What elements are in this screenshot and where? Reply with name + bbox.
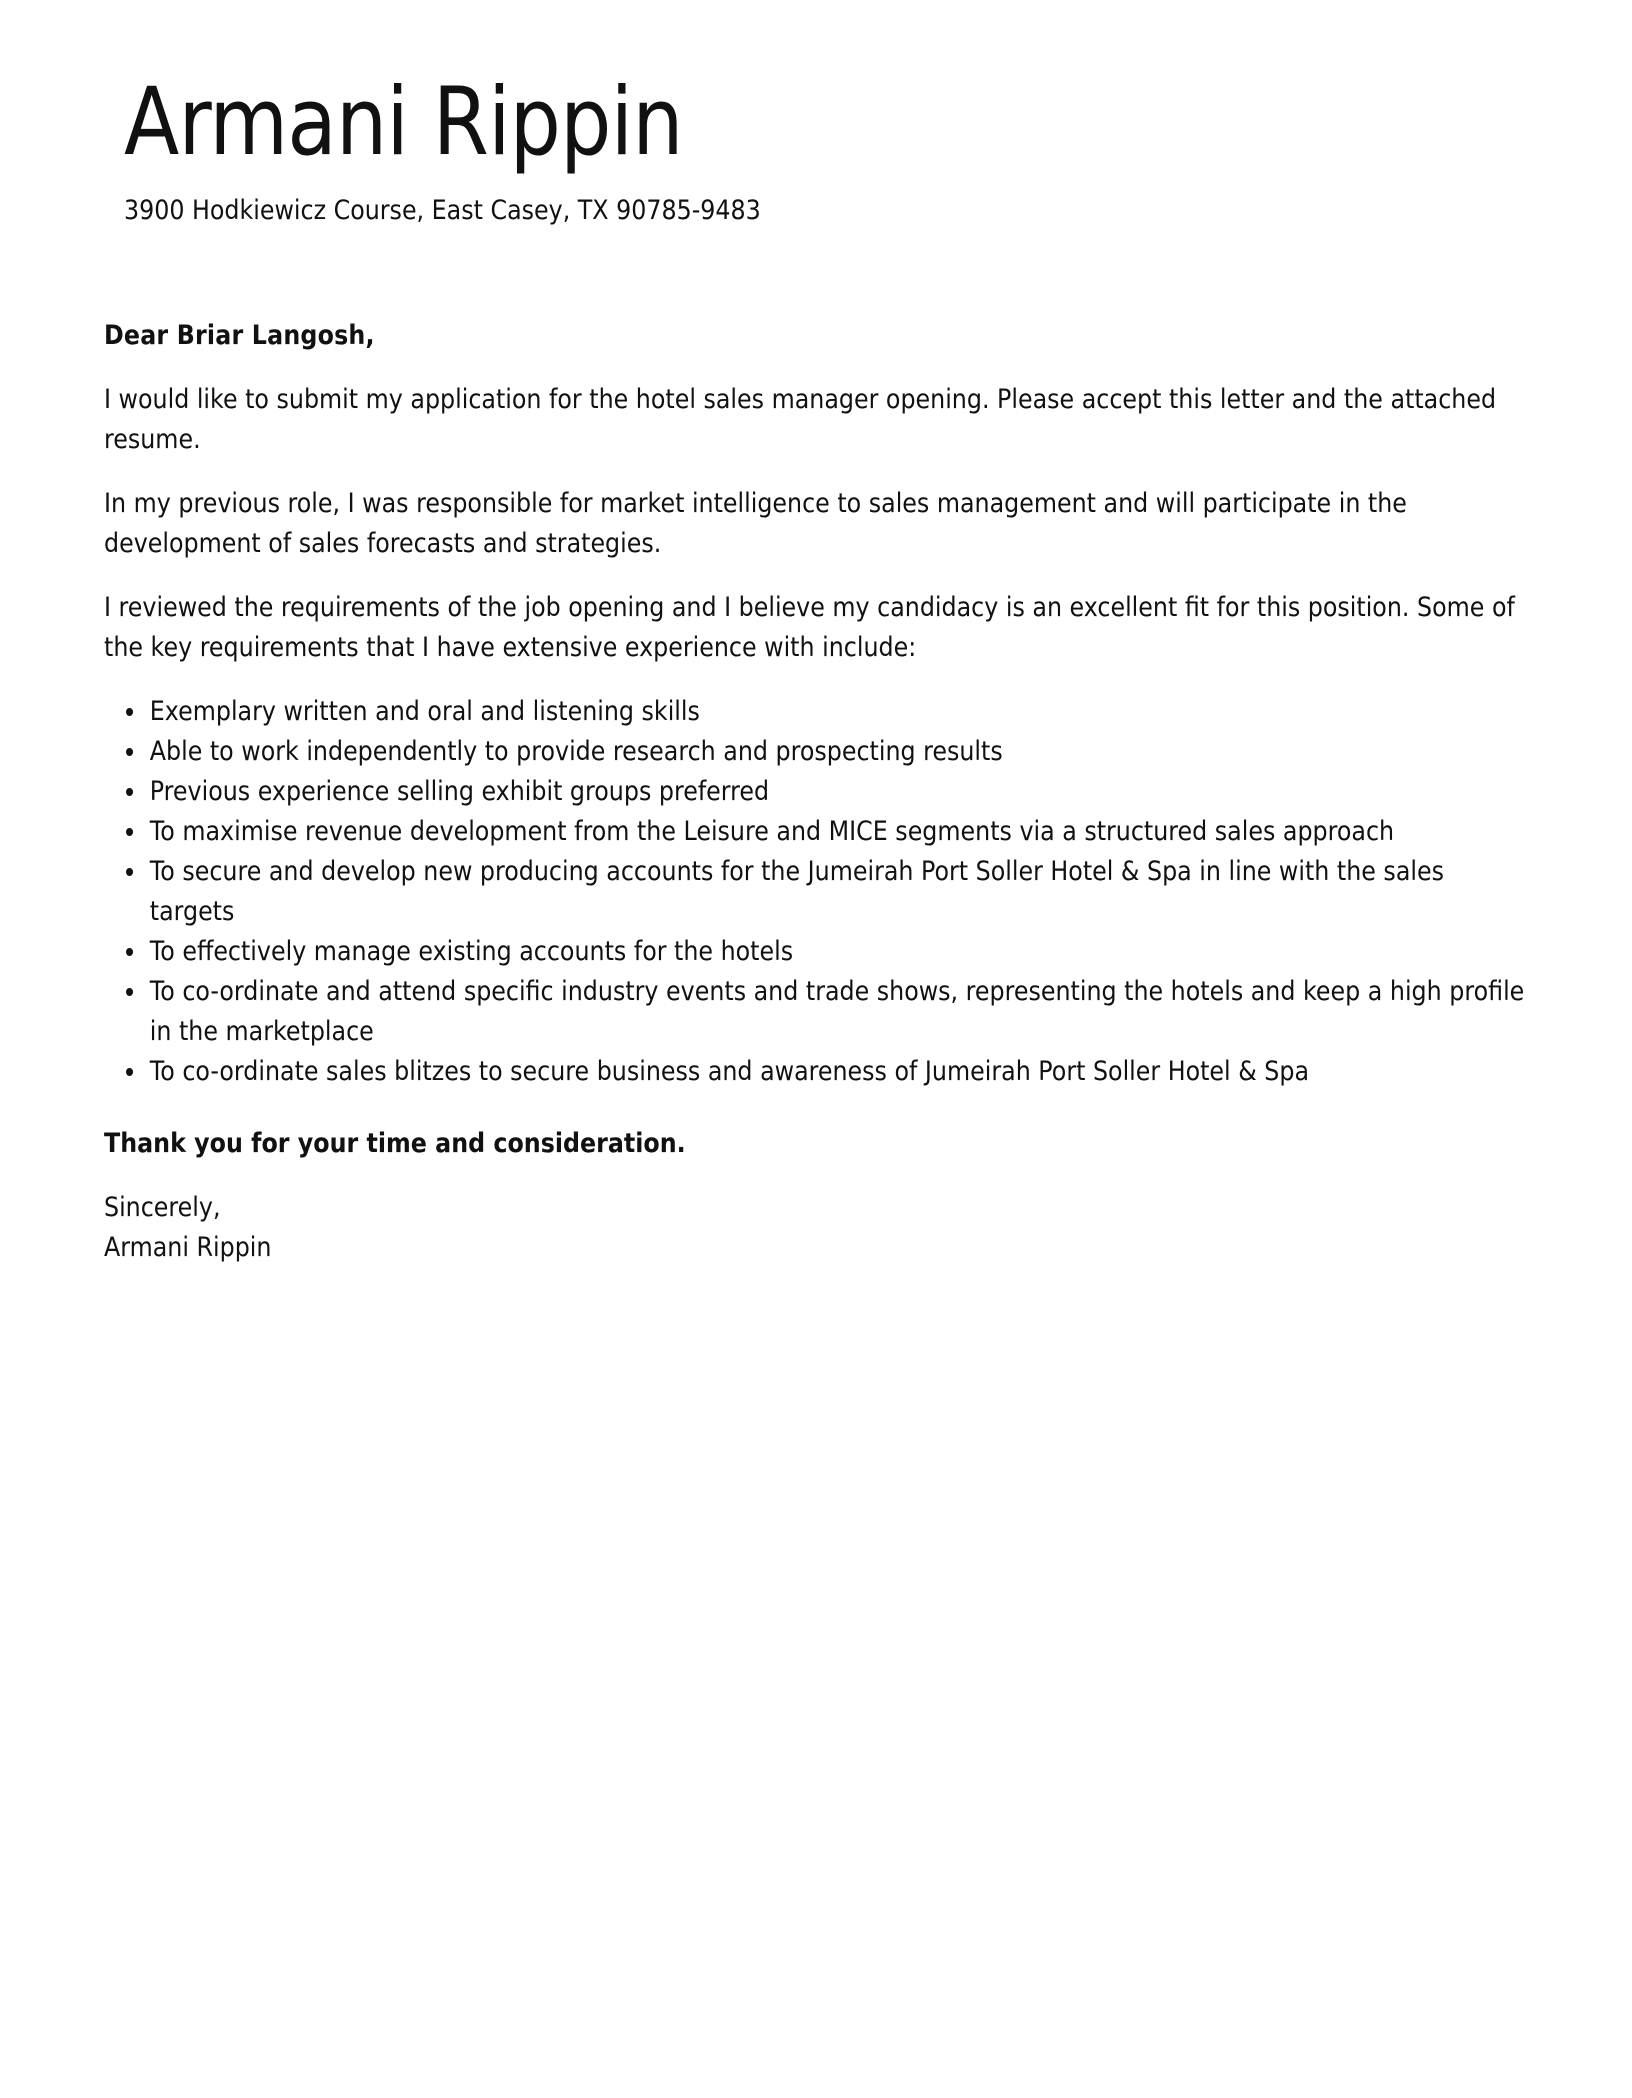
list-item: • Previous experience selling exhibit groups preferred bbox=[146, 772, 1528, 812]
list-item: • To effectively manage existing accounts for the hotels bbox=[146, 932, 1528, 972]
list-item: • To maximise revenue development from the Leisure and MICE segments via a structured sales approach bbox=[146, 812, 1528, 852]
list-item: • To co-ordinate and attend specific industry events and trade shows, representing the hotels and keep a high profile in the marketplace bbox=[146, 972, 1528, 1052]
signature-name: Armani Rippin bbox=[104, 1232, 272, 1264]
paragraph-requirements-intro: I reviewed the requirements of the job opening and I believe my candidacy is an excellent fit for this position. Some of the key requirements that I have extensive experience with include: bbox=[104, 592, 1515, 664]
list-item: • To secure and develop new producing accounts for the Jumeirah Port Soller Hotel & Spa in line with the sales targets bbox=[146, 852, 1528, 932]
paragraph-previous-role: In my previous role, I was responsible for market intelligence to sales management and will participate in the development of sales forecasts and strategies. bbox=[104, 488, 1407, 560]
applicant-address: 3900 Hodkiewicz Course, East Casey, TX 90785-9483 bbox=[124, 195, 761, 227]
signoff bbox=[104, 1188, 1528, 1268]
letter-body bbox=[104, 316, 1528, 1268]
list-item: • To co-ordinate sales blitzes to secure business and awareness of Jumeirah Port Soller Hotel & Spa bbox=[146, 1052, 1528, 1092]
paragraph-intro: I would like to submit my application for the hotel sales manager opening. Please accept this letter and the attached resume. bbox=[104, 384, 1497, 456]
requirements-list bbox=[104, 692, 1528, 1092]
list-item: • Exemplary written and oral and listening skills bbox=[146, 692, 1528, 732]
applicant-name: Armani Rippin bbox=[124, 68, 683, 177]
letter-header bbox=[104, 0, 1528, 228]
list-item: • Able to work independently to provide research and prospecting results bbox=[146, 732, 1528, 772]
greeting: Dear Briar Langosh, bbox=[104, 320, 375, 352]
thank-you-line: Thank you for your time and consideration. bbox=[104, 1128, 686, 1160]
valediction: Sincerely, bbox=[104, 1192, 221, 1224]
